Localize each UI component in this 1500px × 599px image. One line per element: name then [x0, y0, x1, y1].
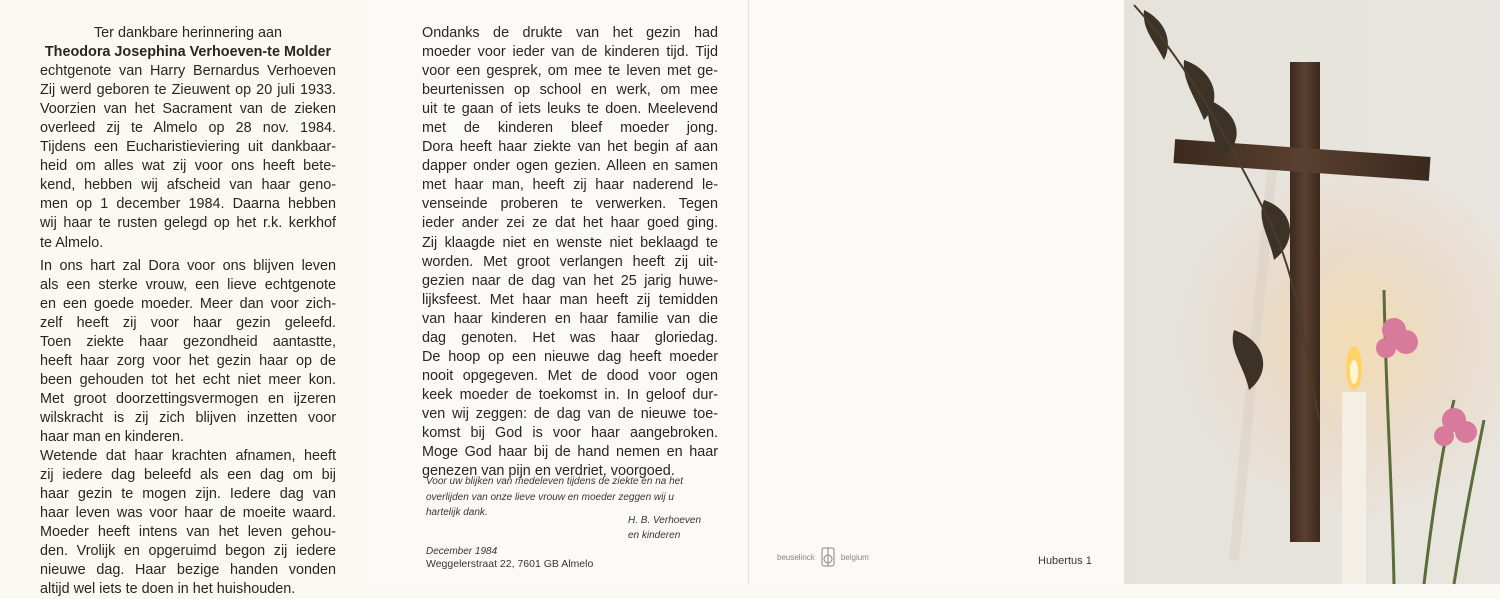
text-line: Tijdens een Eucharistieviering uit dankbaar-	[40, 139, 336, 156]
series-label: Hubertus 1	[1038, 555, 1092, 567]
text-line: den. Vrolijk en opgeruimd begon zij iedere	[40, 543, 336, 560]
text-line: beurtenissen op school en werk, om mee	[422, 82, 718, 99]
text-line: Voorzien van het Sacrament van de zieken	[40, 101, 336, 118]
text-line: wilskracht is zij zich blijven inzetten voor	[40, 409, 336, 426]
text-line: Met groot doorzettingsvermogen en ijzeren	[40, 390, 336, 407]
text-line: Toen ziekte haar gezondheid aantastte,	[40, 333, 336, 350]
text-line: echtgenote van Harry Bernardus Verhoeven	[40, 63, 336, 80]
signature-name: H. B. Verhoeven	[628, 515, 702, 526]
text-column-2	[422, 24, 718, 481]
text-line: dapper onder ogen gezien. Alleen en samen	[422, 158, 718, 175]
text-line: De hoop op een nieuwe dag heeft moeder	[422, 348, 718, 365]
text-line: Ondanks de drukte van het gezin had	[422, 25, 718, 41]
text-line: lijksfeest. Met haar man heeft zij temidden	[422, 291, 718, 308]
card-back-panel	[748, 0, 1124, 584]
text-line: Wetende dat haar krachten afnamen, heeft	[40, 448, 336, 465]
text-line: wij haar te rusten gelegd op het r.k. kerkhof	[40, 215, 336, 232]
card-photo-panel	[1124, 0, 1500, 584]
text-line: te Almelo.	[40, 234, 104, 251]
text-line: Zij klaagde niet en wenste niet beklaagd te	[422, 234, 718, 251]
text-line: uit te gaan of iets leuks te doen. Meelevend	[422, 101, 718, 118]
text-line: worden. Met groot verlangen heeft zij uit-	[422, 253, 718, 270]
cross-vertical-beam	[1290, 62, 1320, 542]
text-line: Dora heeft haar ziekte van het begin af aan	[422, 139, 718, 156]
paragraph-biography	[40, 62, 336, 252]
printer-country: belgium	[840, 552, 869, 562]
text-line: als een sterke vrouw, een lieve echtgenote	[40, 276, 336, 293]
text-line: venseinde proberen te verwerken. Tegen	[422, 196, 718, 213]
cross-candle-photo	[1124, 0, 1500, 584]
text-line: ven wij zeggen: de dag van de nieuwe toe-	[422, 405, 718, 422]
text-line: genezen van pijn en verdriet, voorgoed.	[422, 463, 675, 480]
text-line: men op 1 december 1984. Daarna hebben	[40, 196, 336, 213]
card-panel-left	[0, 0, 375, 598]
text-line: heid om alles wat zij voor ons heeft bete-	[40, 158, 336, 175]
text-line: van haar kinderen en haar familie van die	[422, 310, 718, 327]
text-line: haar gezin te mogen zijn. Iedere dag van	[40, 486, 336, 503]
paragraph-remembrance	[40, 257, 336, 599]
text-line: gezien naar de dag van het 25 jarig huwe-	[422, 272, 718, 289]
text-line: en een goede moeder. Meer dan voor zich-	[40, 295, 336, 312]
text-line: moeder voor ieder van de kinderen tijd. Tijd	[422, 44, 718, 61]
signature-family: en kinderen	[628, 530, 681, 541]
text-line: haar leven was voor haar de moeite waard.	[40, 505, 336, 522]
text-line: met de kinderen bleef moeder jong.	[422, 120, 718, 137]
thanks-line: Voor uw blijken van medeleven tijdens de ziekte en na het	[426, 476, 684, 487]
deceased-name: Theodora Josephina Verhoeven-te Molder	[44, 44, 332, 61]
text-line: altijd wel iets te doen in het huishouden.	[40, 581, 296, 598]
text-line: dag genoten. Het was haar gloriedag.	[422, 329, 718, 346]
card-panel-middle	[375, 0, 748, 584]
date-line: December 1984	[426, 546, 498, 557]
text-line: overleed zij te Almelo op 28 nov. 1984.	[40, 120, 336, 137]
text-line: Moge God haar bij de hand nemen en haar	[422, 444, 718, 461]
text-line: komst bij God is voor haar aangebroken.	[422, 424, 718, 441]
printer-name: beuselinck	[777, 552, 815, 562]
address-line: Weggelerstraat 22, 7601 GB Almelo	[426, 558, 594, 570]
text-line: met haar man, heeft zij haar naderend le-	[422, 177, 718, 194]
text-line: nooit opgegeven. Met de dood voor ogen	[422, 367, 718, 384]
flame-core	[1350, 360, 1358, 384]
intro-line: Ter dankbare herinnering aan	[93, 25, 282, 41]
printer-logo	[777, 547, 869, 567]
paragraph-memories	[422, 24, 718, 481]
text-line: keek moeder de toekomst in. In geloof dur-	[422, 386, 718, 403]
text-line: voor een gesprek, om mee te leven met ge-	[422, 63, 718, 80]
text-line: In ons hart zal Dora voor ons blijven leven	[40, 257, 336, 274]
text-line: Moeder heeft intens van het leven gehou-	[40, 524, 336, 541]
thanks-line: hartelijk dank.	[426, 507, 488, 518]
text-line: haar man en kinderen.	[40, 428, 184, 445]
text-line: kend, hebben wij afscheid van haar geno-	[40, 177, 336, 194]
text-line: Zij werd geboren te Zieuwent op 20 juli 1933.	[40, 82, 336, 99]
thanks-line: overlijden van onze lieve vrouw en moeder zeggen wij u	[426, 491, 674, 503]
text-line: zij iedere dag beleefd als een dag om bij	[40, 467, 336, 484]
text-line: been gehouden tot het echt niet meer kon.	[40, 371, 336, 388]
text-column-1	[40, 24, 336, 599]
text-line: heeft haar zorg voor het gezin haar op de	[40, 352, 336, 369]
text-line: nieuwe dag. Haar bezige handen vonden	[40, 562, 336, 579]
candle-shape	[1342, 392, 1366, 584]
text-line: zelf heeft zij voor haar gezin geleefd.	[40, 314, 336, 331]
printer-emblem-icon	[818, 547, 838, 567]
text-line: ieder ander zei ze dat het haar goed ging.	[422, 215, 718, 232]
